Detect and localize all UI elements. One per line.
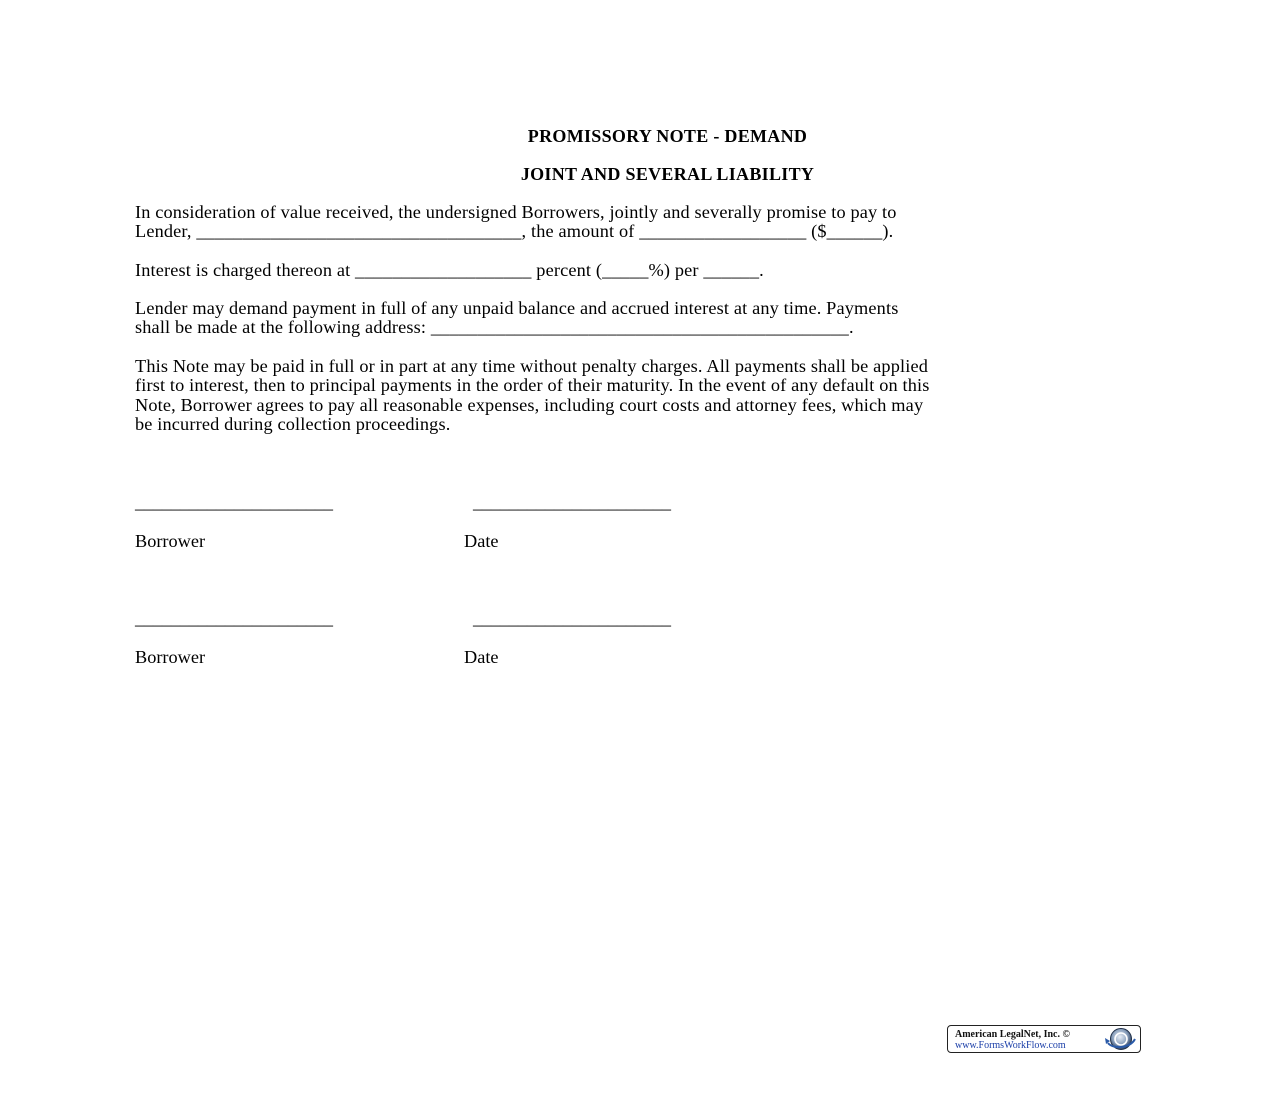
borrower-signature-line: ______________________: [135, 608, 333, 628]
paragraph-line: Interest is charged thereon at ___________________ percent (_____%) per ______.: [135, 260, 764, 280]
borrower-label: Borrower: [135, 647, 206, 667]
date-signature-line: ______________________: [473, 492, 671, 512]
borrower-signature-line: ______________________: [135, 492, 333, 512]
paragraph-line: Note, Borrower agrees to pay all reasonable expenses, including court costs and attorney fees, which may: [135, 394, 924, 415]
paragraph-line: This Note may be paid in full or in part at any time without penalty charges. All payments shall be applied: [135, 356, 928, 376]
badge-company-name: American LegalNet, Inc. ©: [955, 1029, 1070, 1040]
paragraph-line: In consideration of value received, the undersigned Borrowers, jointly and severally promise to pay to: [135, 202, 897, 222]
legalnet-badge[interactable]: [947, 1025, 1141, 1053]
document-title: PROMISSORY NOTE - DEMAND: [527, 126, 808, 146]
badge-url-link[interactable]: www.FormsWorkFlow.com: [955, 1040, 1066, 1051]
paragraph-line: Lender, ___________________________________, the amount of __________________ ($______).: [135, 221, 894, 242]
interest-paragraph: [135, 261, 1210, 280]
date-signature-line: ______________________: [473, 608, 671, 628]
paragraph-line: first to interest, then to principal payments in the order of their maturity. In the event of any default on this: [135, 375, 930, 396]
prepayment-paragraph: [135, 357, 1210, 434]
globe-arrow-icon: [1103, 1027, 1137, 1051]
document-subtitle: JOINT AND SEVERAL LIABILITY: [520, 164, 815, 184]
paragraph-line: Lender may demand payment in full of any unpaid balance and accrued interest at any time. Payments: [135, 298, 899, 318]
borrower-label: Borrower: [135, 531, 206, 551]
demand-paragraph: [135, 299, 1210, 338]
paragraph-line: be incurred during collection proceedings.: [135, 413, 451, 434]
date-label: Date: [464, 647, 499, 667]
consideration-paragraph: [135, 203, 1210, 242]
date-label: Date: [464, 531, 499, 551]
paragraph-line: shall be made at the following address: _____________________________________________.: [135, 317, 854, 338]
